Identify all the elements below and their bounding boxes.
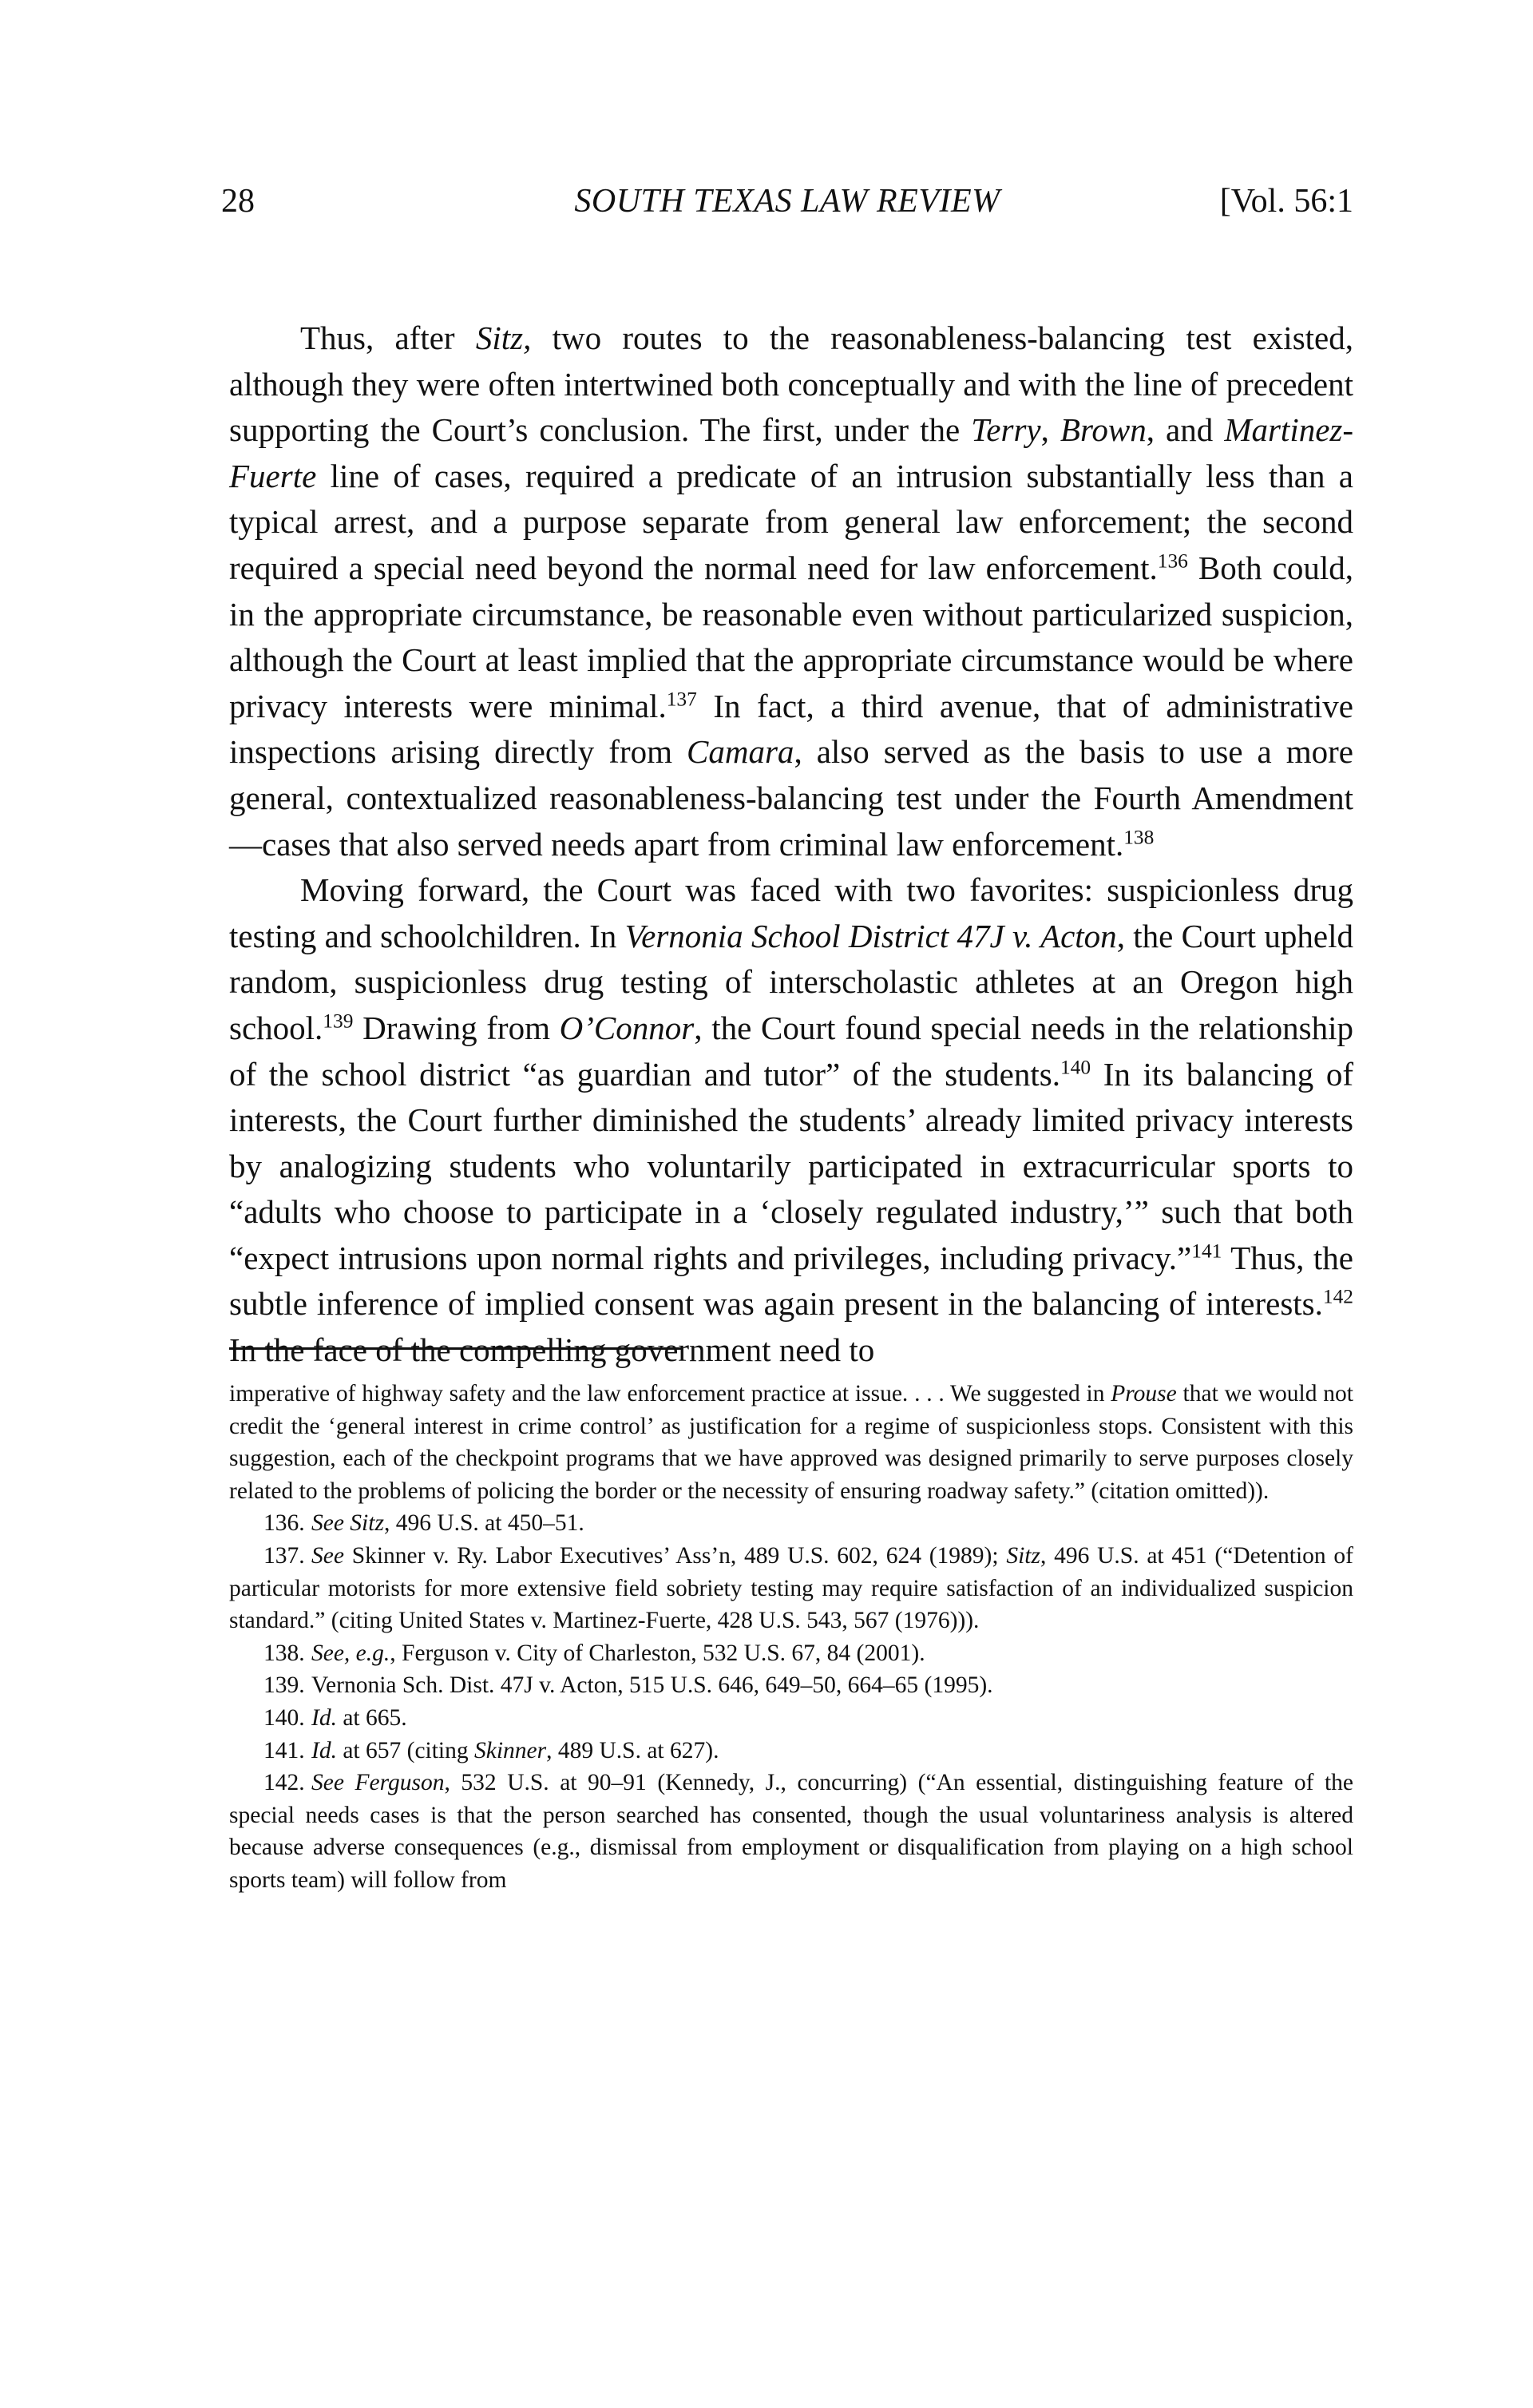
text-run: Skinner v. Ry. Labor Executives’ Ass’n, 489 U.S. 602, 624 (1989); [343, 1542, 1007, 1569]
signal: Id. [311, 1704, 337, 1731]
text-run: , 496 U.S. at 451 (“Detention of particular motorists for more extensive field sobriety testing may require satisfaction of an individualized suspicion standard.” (citing United States v. Martinez-Fuerte, 428 U.S. 543, 567 (1976))). [229, 1542, 1353, 1634]
case-name: Sitz [1006, 1542, 1040, 1569]
case-name: Prouse [1111, 1381, 1177, 1406]
footnote-number: 137. [263, 1542, 305, 1569]
body-paragraph-2 [229, 867, 1353, 1374]
footnote-divider [229, 1347, 681, 1350]
text-run: , and [1146, 411, 1225, 449]
footnote-ref-141[interactable]: 141 [1191, 1240, 1222, 1263]
footnote-number: 138. [263, 1640, 305, 1666]
footnotes [229, 1378, 1353, 1897]
running-header [221, 177, 1353, 225]
footnote-136 [229, 1507, 1353, 1540]
text-run: , also served as the basis to use a more general, contextualized reasonableness-balancing test under the Fourth Amendment—cases that also served needs apart from criminal law enforcement. [229, 733, 1353, 863]
footnote-ref-140[interactable]: 140 [1060, 1055, 1091, 1078]
text-run: at 657 (citing [336, 1737, 474, 1763]
text-run: two routes to the reasonableness-balancing test existed, although they were often intertwined both conceptually and with the line of precedent supporting the Court’s conclusion. The first, under the [229, 319, 1353, 449]
text-run: Drawing from [353, 1009, 560, 1046]
volume-issue: [Vol. 56:1 [1219, 183, 1353, 220]
case-name: Camara [687, 733, 794, 771]
footnote-139 [229, 1669, 1353, 1702]
text-run: , Ferguson v. City of Charleston, 532 U.S. 67, 84 (2001). [390, 1640, 925, 1666]
footnote-138 [229, 1637, 1353, 1670]
text-run: In fact, a third avenue, that of administrative inspections arising directly from [229, 687, 1353, 771]
text-run: line of cases, required a predicate of an intrusion substantially less than a typical arrest, and a purpose separate from general law enforcement; the second required a special need beyond the normal need for law enforcement. [229, 457, 1353, 586]
footnote-ref-142[interactable]: 142 [1322, 1285, 1353, 1308]
case-name: Martinez-Fuerte [229, 411, 1354, 494]
footnote-number: 139. [263, 1672, 305, 1699]
signal: See Ferguson [311, 1770, 445, 1796]
footnote-ref-139[interactable]: 139 [323, 1010, 354, 1033]
text-run: Thus, the subtle inference of implied consent was again present in the balancing of interests. [229, 1239, 1353, 1323]
case-name: Sitz, [475, 319, 532, 356]
text-run: , 489 U.S. at 627). [546, 1737, 719, 1763]
text-run: , 496 U.S. at 450–51. [383, 1510, 584, 1537]
journal-title: SOUTH TEXAS LAW REVIEW [574, 183, 1000, 220]
text-run: Moving forward, the Court was faced with two favorites: suspicionless drug testing and schoolchildren. In [229, 871, 1353, 954]
text-run: Both could, in the appropriate circumstance, be reasonable even without particularized suspicion, although the Court at least implied that the appropriate circumstance would be where privacy interests were minimal. [229, 549, 1354, 724]
text-run: at 665. [336, 1704, 407, 1731]
text-run: Vernonia Sch. Dist. 47J v. Acton, 515 U.S. 646, 649–50, 664–65 (1995). [311, 1672, 993, 1699]
text-run: Thus, after [300, 319, 476, 356]
page-number: 28 [221, 183, 255, 220]
case-name: Skinner [474, 1737, 547, 1763]
footnote-number: 136. [263, 1510, 305, 1537]
footnote-continuation [229, 1378, 1353, 1507]
footnote-number: 141. [263, 1737, 305, 1763]
text-run: , [1040, 411, 1060, 449]
case-name: Terry [971, 411, 1041, 449]
text-run: , the Court found special needs in the relationship of the school district “as guardian and tutor” of the students. [229, 1009, 1353, 1093]
footnote-number: 140. [263, 1704, 305, 1731]
signal: See, e.g. [311, 1640, 390, 1666]
signal: Id. [311, 1737, 337, 1763]
footnote-142 [229, 1767, 1353, 1896]
text-run: In the face of the compelling government need to [229, 1331, 875, 1369]
signal: See [311, 1542, 344, 1569]
footnote-140 [229, 1702, 1353, 1735]
footnote-ref-136[interactable]: 136 [1157, 549, 1188, 573]
footnote-141 [229, 1735, 1353, 1767]
footnote-ref-137[interactable]: 137 [666, 688, 697, 711]
text-run: In its balancing of interests, the Court further diminished the students’ already limited privacy interests by analogizing students who voluntarily participated in extracurricular sports to “adults who choose to participate in a ‘closely regulated industry,’” such that both “expect intrusions upon normal rights and privileges, including privacy.” [229, 1055, 1353, 1276]
footnote-137 [229, 1540, 1353, 1637]
text-run: , the Court upheld random, suspicionless drug testing of interscholastic athletes at an Oregon high school. [229, 917, 1353, 1046]
body-paragraph-1 [229, 315, 1353, 867]
case-name: Brown [1060, 411, 1147, 449]
text-run: , 532 U.S. at 90–91 (Kennedy, J., concurring) (“An essential, distinguishing feature of the special needs cases is that the person searched has consented, though the usual voluntariness analysis is altered because adverse consequences (e.g., dismissal from employment or disqualification from playing on a high school sports team) will follow from [229, 1770, 1353, 1893]
signal: See Sitz [311, 1510, 384, 1537]
footnote-ref-138[interactable]: 138 [1123, 825, 1155, 848]
text-run: that we would not credit the ‘general interest in crime control’ as justification for a regime of suspicionless stops. Consistent with this suggestion, each of the checkpoint programs that we have approved was designed primarily to serve purposes closely related to the problems of policing the border or the necessity of ensuring roadway safety.” (citation omitted)). [229, 1381, 1353, 1504]
case-name: Vernonia School District 47J v. Acton [624, 917, 1117, 954]
main-text [229, 315, 1353, 1374]
footnote-number: 142. [263, 1770, 305, 1796]
text-run: imperative of highway safety and the law enforcement practice at issue. . . . We suggested in [229, 1381, 1111, 1406]
case-name: O’Connor [559, 1009, 695, 1046]
